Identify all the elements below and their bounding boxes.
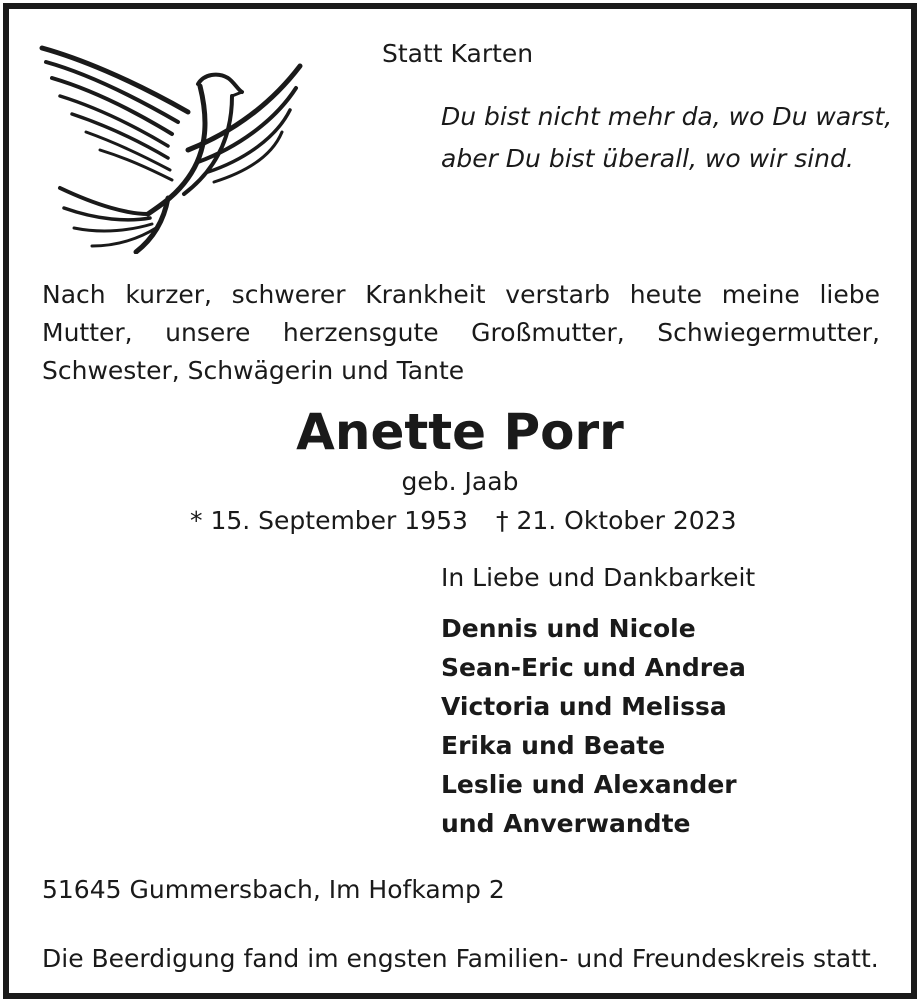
mourner-name: Dennis und Nicole [441, 614, 696, 643]
mourners-intro: In Liebe und Dankbarkeit [441, 563, 756, 592]
announcement-line-1: Nach kurzer, schwerer Krankheit verstarb heute meine liebe [42, 280, 880, 309]
quote-line-2: aber Du bist überall, wo wir sind. [441, 144, 854, 173]
announcement-line-3: Schwester, Schwägerin und Tante [42, 356, 465, 385]
death-announcement-text [42, 276, 880, 390]
mourner-name: Victoria und Melissa [441, 692, 727, 721]
mourner-name: und Anverwandte [441, 809, 691, 838]
quote-line-1: Du bist nicht mehr da, wo Du warst, [441, 102, 893, 131]
deceased-name: Anette Porr [296, 403, 624, 461]
birth-date: * 15. September 1953 [190, 506, 468, 535]
announcement-line-2: Mutter, unsere herzensgute Großmutter, Schwiegermutter, [42, 318, 880, 347]
mourner-name: Sean-Eric und Andrea [441, 653, 746, 682]
statt-karten-label: Statt Karten [382, 39, 534, 68]
death-date: † 21. Oktober 2023 [496, 506, 737, 535]
mourners-list [441, 609, 746, 843]
family-address: 51645 Gummersbach, Im Hofkamp 2 [42, 875, 505, 904]
birth-name: geb. Jaab [401, 467, 519, 496]
funeral-note: Die Beerdigung fand im engsten Familien- und Freundeskreis statt. [42, 944, 879, 973]
memorial-quote [441, 96, 892, 180]
dove-icon [38, 38, 304, 254]
mourner-name: Leslie und Alexander [441, 770, 737, 799]
mourner-name: Erika und Beate [441, 731, 666, 760]
